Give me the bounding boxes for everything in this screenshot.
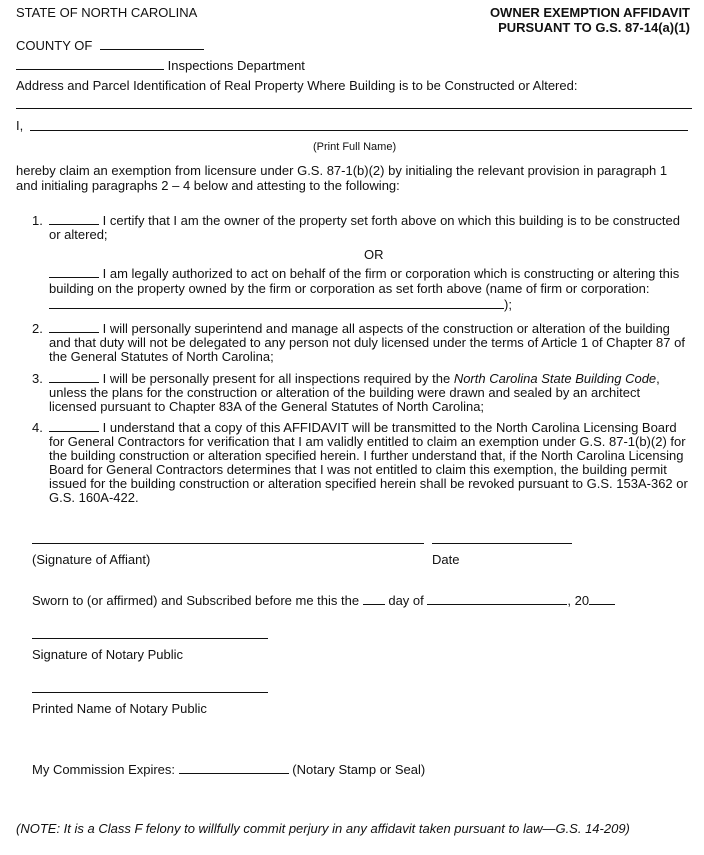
affiant-signature-field[interactable] bbox=[32, 543, 424, 544]
item-1b-line1 bbox=[49, 266, 679, 281]
form-title bbox=[490, 5, 690, 35]
full-name-field[interactable] bbox=[30, 130, 688, 131]
item-2-line1 bbox=[49, 321, 670, 336]
item-3-comma: , bbox=[656, 371, 660, 386]
date-field[interactable] bbox=[432, 543, 572, 544]
item-3-number: 3. bbox=[32, 371, 43, 386]
item-4-line1 bbox=[49, 420, 677, 435]
item-1b-initial-field[interactable] bbox=[49, 266, 99, 278]
year-prefix: 20 bbox=[574, 593, 590, 608]
address-label: Address and Parcel Identification of Real Property Where Building is to be Constructed or Altered: bbox=[16, 78, 578, 93]
item-1-line1 bbox=[49, 213, 680, 228]
form-title-line1: OWNER EXEMPTION AFFIDAVIT bbox=[489, 5, 690, 20]
item-1b-line3 bbox=[49, 297, 512, 312]
item-4-number: 4. bbox=[32, 420, 43, 435]
item-4-line3: the building construction or alteration specified herein. I further understand that, if the North Carolina Licensing bbox=[49, 448, 684, 463]
notary-signature-label: Signature of Notary Public bbox=[32, 647, 184, 662]
sworn-month-field[interactable] bbox=[427, 593, 567, 605]
item-2-number: 2. bbox=[32, 321, 43, 336]
sworn-day-field[interactable] bbox=[363, 593, 385, 605]
notary-stamp-label: (Notary Stamp or Seal) bbox=[292, 762, 426, 777]
day-of-text: day of bbox=[388, 593, 424, 608]
item-4-line6: G.S. 160A-422. bbox=[49, 490, 139, 505]
item-4-line4: Board for General Contractors determines that I was not entitled to claim this exemption, the building permit bbox=[49, 462, 667, 477]
inspections-label: Inspections Department bbox=[167, 58, 305, 73]
item-1-line2: or altered; bbox=[49, 227, 108, 242]
item-2-text: I will personally superintend and manage all aspects of the construction or alteration of the building bbox=[102, 321, 670, 336]
county-field[interactable] bbox=[100, 38, 204, 50]
i-label: I, bbox=[16, 118, 24, 133]
firm-name-field[interactable] bbox=[49, 297, 504, 309]
item-3-text: I will be personally present for all inspections required by the bbox=[102, 371, 454, 386]
notary-name-field[interactable] bbox=[32, 692, 268, 693]
item-2-line3: the General Statutes of North Carolina; bbox=[49, 349, 274, 364]
item-1-text: I certify that I am the owner of the property set forth above on which this building is to be constructed bbox=[102, 213, 680, 228]
building-code-name: North Carolina State Building Code bbox=[453, 371, 657, 386]
affiant-signature-label: (Signature of Affiant) bbox=[32, 552, 151, 567]
form-title-line2: PURSUANT TO G.S. 87-14(a)(1) bbox=[498, 20, 690, 35]
item-2-line2: and that duty will not be delegated to any person not duly licensed under the terms of Article 1 of Chapter 87 of bbox=[49, 335, 685, 350]
item-3-line1 bbox=[49, 371, 660, 386]
sworn-comma: , bbox=[567, 593, 572, 608]
item-2-initial-field[interactable] bbox=[49, 321, 99, 333]
item-1-initial-field[interactable] bbox=[49, 213, 99, 225]
item-3-line2: unless the plans for the construction or alteration of the building were drawn and sealed by an architect bbox=[49, 385, 641, 400]
inspections-row bbox=[16, 58, 305, 73]
item-1-number: 1. bbox=[32, 213, 43, 228]
notary-signature-field[interactable] bbox=[32, 638, 268, 639]
print-name-caption: (Print Full Name) bbox=[313, 141, 397, 153]
item-1b-close: ); bbox=[504, 297, 512, 312]
item-1b-text: I am legally authorized to act on behalf of the firm or corporation which is constructing or altering this bbox=[102, 266, 680, 281]
item-3-line3: licensed pursuant to Chapter 83A of the General Statutes of North Carolina; bbox=[49, 399, 485, 414]
item-4-line5: issued for the building construction or alteration specified herein shall be revoked pursuant to G.S. 153A-362 or bbox=[49, 476, 688, 491]
commission-row bbox=[32, 762, 425, 777]
inspections-jurisdiction-field[interactable] bbox=[16, 58, 164, 70]
intro-line1: hereby claim an exemption from licensure under G.S. 87-1(b)(2) by initialing the relevant provision in paragraph 1 bbox=[16, 163, 668, 178]
county-row bbox=[16, 38, 204, 53]
commission-label: My Commission Expires: bbox=[32, 762, 176, 777]
state-label: STATE OF NORTH CAROLINA bbox=[16, 5, 198, 20]
county-label: COUNTY OF bbox=[16, 38, 93, 53]
perjury-note: (NOTE: It is a Class F felony to willfully commit perjury in any affidavit taken pursuant to law—G.S. 14-209) bbox=[16, 821, 630, 836]
notary-name-label: Printed Name of Notary Public bbox=[32, 701, 207, 716]
sworn-text: Sworn to (or affirmed) and Subscribed before me this the bbox=[32, 593, 360, 608]
sworn-year-field[interactable] bbox=[589, 593, 615, 605]
item-1b-line2: building on the property owned by the firm or corporation as set forth above (name of firm or corporation: bbox=[49, 281, 650, 296]
commission-expires-field[interactable] bbox=[179, 762, 289, 774]
or-label: OR bbox=[364, 247, 384, 262]
sworn-row bbox=[32, 593, 615, 608]
address-field[interactable] bbox=[16, 108, 692, 109]
item-3-initial-field[interactable] bbox=[49, 371, 99, 383]
date-label: Date bbox=[432, 552, 460, 567]
intro-line2: and initialing paragraphs 2 – 4 below and attesting to the following: bbox=[16, 178, 400, 193]
item-4-text: I understand that a copy of this AFFIDAVIT will be transmitted to the North Carolina Licensing Board bbox=[102, 420, 677, 435]
item-4-line2: for General Contractors for verification that I am validly entitled to claim an exemption under G.S. 87-1(b)(2) for bbox=[49, 434, 686, 449]
item-4-initial-field[interactable] bbox=[49, 420, 99, 432]
